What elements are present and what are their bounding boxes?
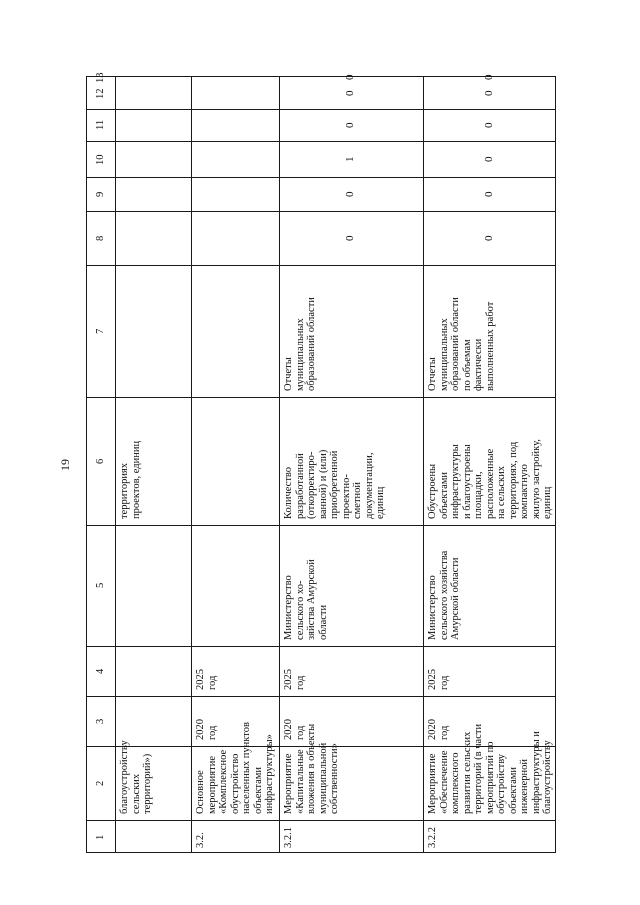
- cell-line: проектов, единиц: [130, 440, 142, 519]
- cell-line: мероприятие: [206, 756, 218, 814]
- cell-text: [427, 297, 496, 391]
- table-cell: [279, 820, 423, 854]
- cell-line: зяйства Амурской: [306, 559, 317, 640]
- data-table: [86, 72, 556, 853]
- cell-line: Основное: [195, 770, 206, 814]
- cell-line: «Капитальные: [294, 749, 306, 814]
- table-cell: [423, 141, 557, 177]
- cell-text: [119, 740, 154, 814]
- header-label: [95, 781, 107, 786]
- cell-line: собственности»: [329, 743, 340, 814]
- cell-line: 4: [95, 668, 107, 674]
- header-cell: [87, 109, 115, 141]
- header-cell: [87, 265, 115, 397]
- table-cell: [423, 77, 557, 109]
- header-cell: [87, 211, 115, 265]
- cell-line: 0: [483, 156, 496, 162]
- cell-line: Министерство: [283, 575, 294, 640]
- header-label: [95, 154, 107, 165]
- cell-text: [427, 551, 462, 640]
- table-cell: [279, 77, 423, 109]
- cell-line: муниципальной: [317, 742, 329, 814]
- table-cell: [279, 211, 423, 265]
- cell-line: Мероприятие: [427, 753, 438, 814]
- cell-line: (откорректиро-: [306, 451, 317, 519]
- header-cell: [87, 696, 115, 746]
- table-cell: [423, 211, 557, 265]
- cell-line: сельского хо-: [294, 580, 306, 640]
- cell-text: [427, 669, 450, 690]
- cell-line: компактную: [519, 464, 530, 519]
- table-cell: [423, 525, 557, 646]
- cell-line: 0: [344, 191, 357, 197]
- table-cell: [191, 77, 279, 109]
- cell-line: 12: [95, 88, 107, 99]
- table-cell: [279, 109, 423, 141]
- cell-line: обустройство: [229, 753, 241, 814]
- cell-line: 3.2.: [195, 832, 206, 848]
- cell-line: территорий (в части: [473, 723, 484, 814]
- table-cell: [279, 141, 423, 177]
- cell-text: [427, 439, 554, 519]
- table-cell: [191, 109, 279, 141]
- cell-line: Министерство: [427, 575, 438, 640]
- cell-line: территориях: [119, 462, 130, 519]
- cell-line: и благоустроены: [461, 444, 473, 519]
- table-cell: [115, 646, 191, 696]
- header-label: [95, 835, 107, 840]
- table-cell: [115, 109, 191, 141]
- cell-line: приобретенной: [329, 450, 340, 519]
- cell-line: 8: [95, 235, 107, 241]
- cell-line: 7: [95, 328, 107, 334]
- cell-line: Отчеты: [427, 357, 438, 391]
- cell-line: 13: [95, 72, 107, 83]
- table-cell: [279, 397, 423, 525]
- cell-line: Отчеты: [283, 357, 294, 391]
- table-cell: [115, 211, 191, 265]
- cell-line: 0: [344, 90, 357, 96]
- cell-line: год: [294, 725, 306, 740]
- cell-line: 11: [95, 120, 107, 131]
- table-cell: [423, 646, 557, 696]
- cell-line: населенных пунктов: [241, 722, 252, 814]
- cell-line: благоустройству: [119, 740, 130, 814]
- cell-line: на сельских: [496, 465, 507, 519]
- cell-text: [345, 235, 357, 241]
- cell-line: комплексного: [450, 752, 461, 814]
- cell-line: муниципальных: [438, 318, 450, 391]
- table-cell: [423, 109, 557, 141]
- table-cell: [115, 265, 191, 397]
- cell-line: инфраструктуры: [450, 444, 461, 519]
- cell-text: [283, 450, 387, 519]
- table-cell: [191, 141, 279, 177]
- table-cell: [115, 696, 191, 746]
- header-label: [95, 669, 107, 674]
- cell-line: 0: [483, 122, 496, 128]
- cell-text: [345, 122, 357, 128]
- header-cell: [87, 646, 115, 696]
- table-cell: [191, 265, 279, 397]
- cell-line: выполненных работ: [484, 301, 496, 391]
- cell-line: развития сельских: [461, 731, 473, 814]
- table-cell: [423, 177, 557, 211]
- header-label: [95, 120, 107, 130]
- cell-line: 2020: [195, 719, 206, 740]
- header-label: [95, 583, 107, 588]
- cell-line: по объемам: [461, 339, 473, 391]
- cell-line: 10: [95, 154, 107, 165]
- cell-text: [195, 832, 207, 848]
- cell-line: 0: [344, 122, 357, 128]
- cell-line: территорий»): [142, 753, 153, 814]
- table-cell: [279, 696, 423, 746]
- cell-text: [427, 827, 439, 848]
- cell-line: образований области: [450, 297, 461, 391]
- header-label: [95, 72, 107, 83]
- cell-text: [195, 719, 218, 740]
- header-label: [95, 719, 107, 724]
- cell-text: [283, 559, 329, 640]
- header-cell: [87, 820, 115, 854]
- table-cell: [115, 525, 191, 646]
- cell-line: 6: [95, 458, 107, 464]
- cell-text: [484, 191, 496, 197]
- header-cell: [87, 525, 115, 646]
- cell-line: документации,: [363, 452, 375, 519]
- cell-line: «Обеспечение: [438, 750, 450, 814]
- cell-line: инфраструктуры и: [530, 731, 542, 814]
- cell-line: 0: [344, 74, 357, 80]
- cell-line: 0: [483, 74, 496, 80]
- table-cell: [191, 211, 279, 265]
- cell-line: жилую застройку,: [530, 439, 542, 519]
- cell-line: фактически: [473, 338, 484, 391]
- header-label: [95, 236, 107, 241]
- header-cell: [87, 397, 115, 525]
- table-cell: [279, 265, 423, 397]
- cell-line: благоустройству: [542, 740, 553, 814]
- cell-line: 5: [95, 583, 107, 589]
- cell-line: единиц: [375, 486, 386, 519]
- cell-line: объектами: [252, 766, 264, 814]
- cell-text: [345, 191, 357, 197]
- table-cell: [423, 696, 557, 746]
- table-cell: [191, 696, 279, 746]
- cell-text: [283, 719, 306, 740]
- table-cell: [423, 820, 557, 854]
- cell-line: 9: [95, 191, 107, 197]
- cell-text: [484, 90, 496, 96]
- cell-line: 1: [95, 834, 107, 840]
- cell-line: инфраструктуры»: [264, 734, 275, 814]
- page-number: 19: [58, 459, 72, 471]
- cell-text: [484, 122, 496, 128]
- cell-text: [484, 156, 496, 162]
- cell-text: [484, 235, 496, 241]
- cell-line: 0: [483, 191, 496, 197]
- cell-line: год: [206, 675, 218, 690]
- cell-line: проектно-: [340, 474, 352, 519]
- table-cell: [279, 177, 423, 211]
- cell-line: площадки,: [473, 471, 484, 519]
- cell-text: [283, 297, 318, 391]
- cell-text: [283, 827, 295, 848]
- table-cell: [191, 820, 279, 854]
- cell-text: [283, 669, 306, 690]
- cell-line: сельских: [130, 773, 142, 814]
- header-label: [95, 329, 107, 334]
- table-cell: [279, 525, 423, 646]
- table-cell: [191, 525, 279, 646]
- cell-line: год: [294, 675, 306, 690]
- table-cell: [423, 397, 557, 525]
- header-label: [95, 459, 107, 464]
- cell-line: единиц: [542, 486, 553, 519]
- cell-line: области: [317, 604, 329, 640]
- table-cell: [279, 646, 423, 696]
- cell-line: обустройству: [496, 753, 507, 814]
- cell-line: вложения в объекты: [306, 723, 317, 814]
- cell-line: 2025: [195, 669, 206, 690]
- cell-line: 2020: [283, 719, 294, 740]
- header-cell: [87, 141, 115, 177]
- header-cell: [87, 746, 115, 820]
- cell-text: [345, 156, 357, 162]
- table-cell: [115, 397, 191, 525]
- cell-line: «Комплексное: [218, 749, 229, 814]
- table-cell: [115, 141, 191, 177]
- cell-line: 0: [483, 235, 496, 241]
- header-label: [95, 192, 107, 197]
- cell-line: образований области: [306, 297, 317, 391]
- table-cell: [115, 740, 191, 820]
- cell-line: Амурской области: [450, 557, 461, 640]
- header-label: [95, 88, 107, 99]
- cell-line: территориях, под: [507, 441, 519, 519]
- cell-line: муниципальных: [294, 318, 306, 391]
- header-cell: [87, 177, 115, 211]
- table-cell: [191, 397, 279, 525]
- cell-line: расположенные: [484, 448, 496, 519]
- cell-line: 2025: [283, 669, 294, 690]
- cell-line: 3.2.1: [283, 827, 294, 848]
- cell-line: ванной) и (или): [317, 449, 329, 519]
- cell-text: [345, 74, 357, 80]
- cell-line: 2: [95, 780, 107, 786]
- table-cell: [191, 646, 279, 696]
- cell-line: 0: [344, 235, 357, 241]
- cell-line: сельского хозяйства: [438, 550, 450, 640]
- cell-line: 3.2.2: [427, 827, 438, 848]
- cell-line: 2025: [427, 669, 438, 690]
- cell-text: [427, 719, 450, 740]
- table-cell: [115, 177, 191, 211]
- table-cell: [191, 177, 279, 211]
- cell-line: 1: [344, 156, 357, 162]
- cell-text: [119, 441, 142, 519]
- cell-line: объектами: [507, 766, 519, 814]
- cell-text: [484, 74, 496, 80]
- cell-line: Обустроены: [427, 463, 438, 519]
- cell-line: год: [206, 725, 218, 740]
- cell-line: год: [438, 675, 450, 690]
- cell-line: мероприятий по: [484, 741, 496, 814]
- table-cell: [423, 265, 557, 397]
- cell-line: Количество: [283, 466, 294, 519]
- cell-text: [345, 90, 357, 96]
- cell-line: разработанной: [294, 453, 306, 519]
- cell-line: 2020: [427, 719, 438, 740]
- cell-line: 0: [483, 90, 496, 96]
- table-cell: [115, 820, 191, 854]
- cell-line: инженерной: [519, 758, 530, 814]
- cell-line: сметной: [352, 481, 363, 519]
- cell-line: Мероприятие: [283, 753, 294, 814]
- cell-line: год: [438, 725, 450, 740]
- cell-line: 3: [95, 718, 107, 724]
- cell-line: объектами: [438, 471, 450, 519]
- table-cell: [115, 77, 191, 109]
- cell-text: [195, 669, 218, 690]
